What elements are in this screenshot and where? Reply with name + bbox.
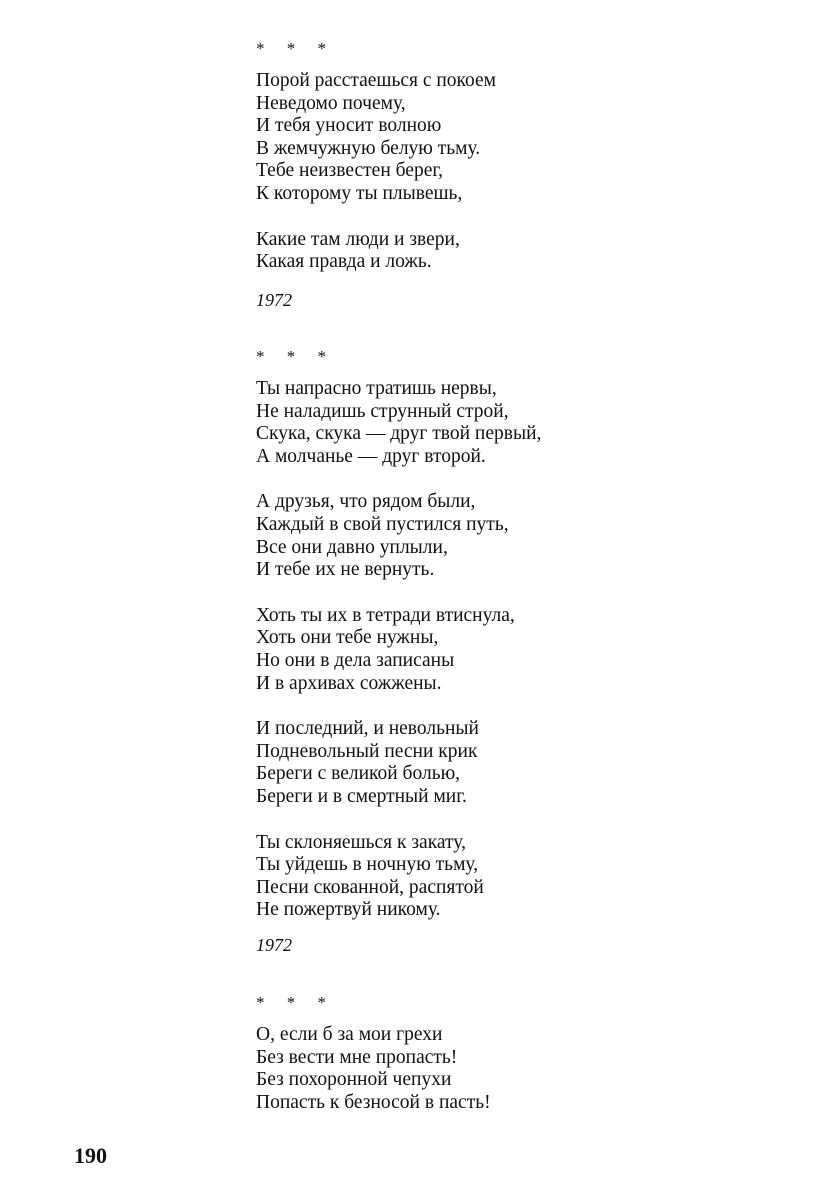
verse-line: А молчанье — друг второй. — [256, 445, 486, 467]
verse-line: Ты уйдешь в ночную тьму, — [256, 854, 479, 876]
stanza — [256, 491, 776, 581]
verse-line: Береги и в смертный миг. — [256, 785, 467, 807]
verse-line: Порой расстаешься с покоем — [256, 70, 497, 91]
verse-line: Хоть ты их в тетради втиснула, — [256, 604, 515, 626]
verse-line: Не пожертвуй никому. — [256, 899, 441, 921]
poem-separator-stars: * * * — [256, 39, 335, 58]
poem-year: 1972 — [256, 290, 292, 310]
verse-line: Без похоронной чепухи — [256, 1069, 452, 1091]
poem-separator-stars: * * * — [256, 993, 335, 1012]
verse-line: К которому ты плывешь, — [256, 182, 463, 204]
stanza — [256, 832, 776, 922]
verse-line: Каждый в свой пустился путь, — [256, 513, 509, 535]
verse-line: Не наладишь струнный строй, — [256, 400, 509, 422]
verse-line: Попасть к безносой в пасть! — [256, 1091, 491, 1113]
verse-line: В жемчужную белую тьму. — [256, 137, 481, 159]
poem-separator-stars: * * * — [256, 347, 335, 366]
verse-line: Но они в дела записаны — [256, 649, 455, 671]
verse-line: Все они давно уплыли, — [256, 536, 448, 558]
verse-line: О, если б за мои грехи — [256, 1024, 443, 1045]
verse-line: Какая правда и ложь. — [256, 251, 432, 273]
verse-line: А друзья, что рядом были, — [256, 491, 476, 513]
verse-line: Какие там люди и звери, — [256, 228, 460, 250]
verse-line: Без вести мне пропасть! — [256, 1046, 458, 1068]
verse-line: И тебе их не вернуть. — [256, 559, 435, 581]
verse-line: Подневольный песни крик — [256, 740, 478, 762]
verse-line: Скука, скука — друг твой первый, — [256, 423, 542, 445]
verse-line: Береги с великой болью, — [256, 763, 461, 785]
verse-line: И последний, и невольный — [256, 718, 479, 740]
verse-line: И в архивах сожжены. — [256, 672, 442, 694]
stanza — [256, 70, 776, 206]
stanza — [256, 718, 776, 808]
poem-1 — [256, 38, 776, 274]
verse-line: Тебе неизвестен берег, — [256, 160, 444, 182]
poem-2 — [256, 346, 776, 922]
poem-year: 1972 — [256, 935, 292, 955]
verse-line: И тебя уносит волною — [256, 115, 442, 137]
verse-line: Ты напрасно тратишь нервы, — [256, 378, 497, 399]
verse-line: Неведомо почему, — [256, 92, 406, 114]
stanza — [256, 229, 776, 274]
verse-line: Хоть они тебе нужны, — [256, 627, 439, 649]
stanza — [256, 605, 776, 695]
verse-line: Песни скованной, распятой — [256, 876, 484, 898]
page-number: 190 — [74, 1143, 107, 1168]
poem-3 — [256, 992, 776, 1114]
verse-line: Ты склоняешься к закату, — [256, 831, 466, 853]
stanza — [256, 378, 776, 468]
stanza — [256, 1024, 776, 1114]
